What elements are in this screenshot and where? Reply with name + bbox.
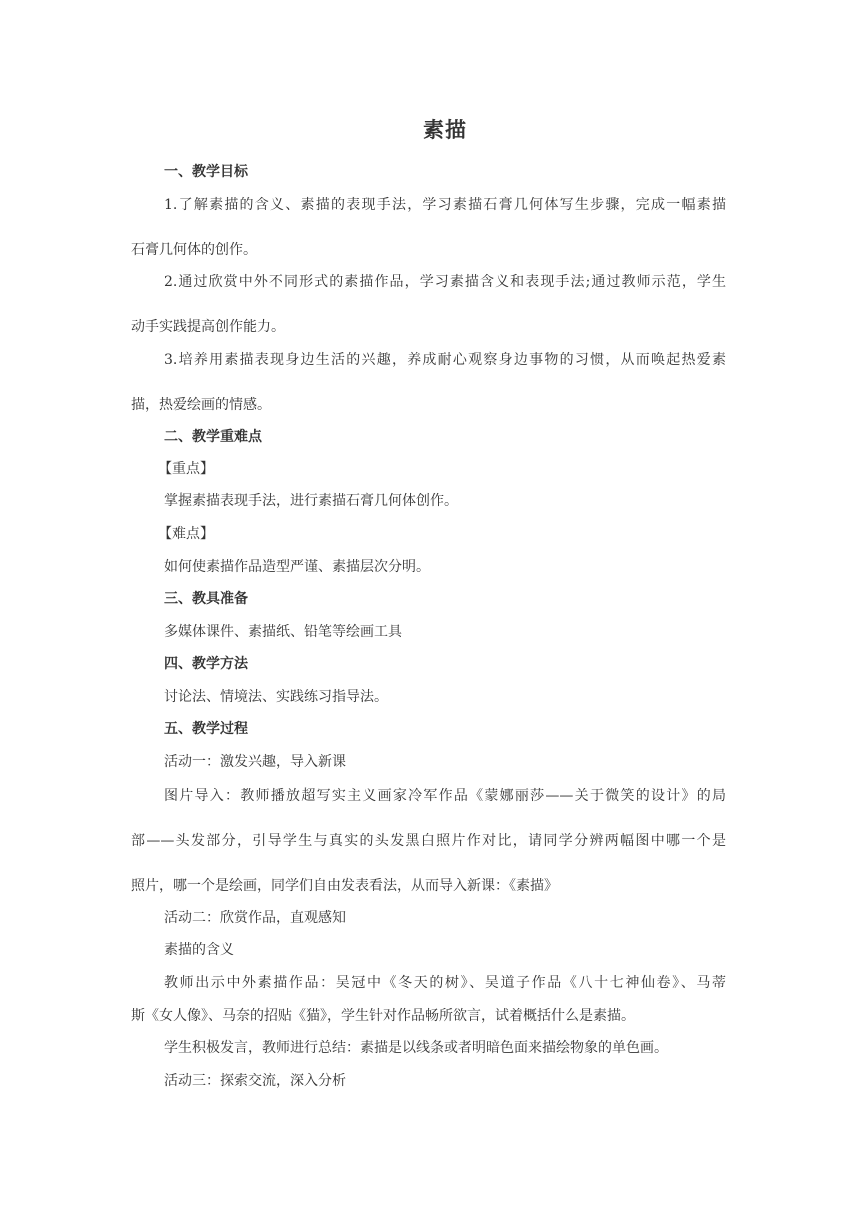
paragraph-line: 教师出示中外素描作品：吴冠中《冬天的树》、吴道子作品《八十七神仙卷》、马蒂	[164, 975, 726, 991]
key-point-text: 掌握素描表现手法，进行素描石膏几何体创作。	[164, 493, 458, 509]
difficult-point-text: 如何使素描作品造型严谨、素描层次分明。	[164, 559, 430, 575]
key-point-label: 【重点】	[158, 461, 214, 477]
section-heading-methods: 四、教学方法	[164, 656, 248, 672]
summary-text: 学生积极发言，教师进行总结：素描是以线条或者明暗色面来描绘物象的单色画。	[164, 1040, 668, 1056]
difficult-point-label: 【难点】	[158, 526, 214, 542]
paragraph-line: 部——头发部分，引导学生与真实的头发黑白照片作对比，请同学分辨两幅图中哪一个是	[131, 833, 726, 849]
section-heading-process: 五、教学过程	[164, 721, 248, 737]
section-heading-key-points: 二、教学重难点	[164, 429, 262, 445]
materials-text: 多媒体课件、素描纸、铅笔等绘画工具	[164, 624, 402, 640]
paragraph-line: 图片导入：教师播放超写实主义画家冷军作品《蒙娜丽莎——关于微笑的设计》的局	[164, 788, 726, 804]
subsection-meaning: 素描的含义	[164, 942, 234, 958]
paragraph-line: 2.通过欣赏中外不同形式的素描作品，学习素描含义和表现手法;通过教师示范，学生	[164, 274, 726, 290]
document-title: 素描	[423, 118, 467, 142]
paragraph-line: 石膏几何体的创作。	[131, 242, 257, 258]
paragraph-line: 1.了解素描的含义、素描的表现手法，学习素描石膏几何体写生步骤，完成一幅素描	[164, 197, 726, 213]
methods-text: 讨论法、情境法、实践练习指导法。	[164, 689, 388, 705]
activity-one-title: 活动一：激发兴趣，导入新课	[164, 754, 346, 770]
paragraph-line: 3.培养用素描表现身边生活的兴趣，养成耐心观察身边事物的习惯，从而唤起热爱素	[164, 352, 726, 368]
activity-three-title: 活动三：探索交流，深入分析	[164, 1073, 346, 1089]
paragraph-line: 描，热爱绘画的情感。	[131, 397, 271, 413]
paragraph-line: 动手实践提高创作能力。	[131, 319, 285, 335]
section-heading-materials: 三、教具准备	[164, 591, 248, 607]
paragraph-line: 照片，哪一个是绘画，同学们自由发表看法，从而导入新课：《素描》	[131, 878, 558, 894]
paragraph-line: 斯《女人像》、马奈的招贴《猫》，学生针对作品畅所欲言，试着概括什么是素描。	[131, 1008, 635, 1024]
section-heading-objectives: 一、教学目标	[164, 164, 248, 180]
activity-two-title: 活动二：欣赏作品，直观感知	[164, 910, 346, 926]
